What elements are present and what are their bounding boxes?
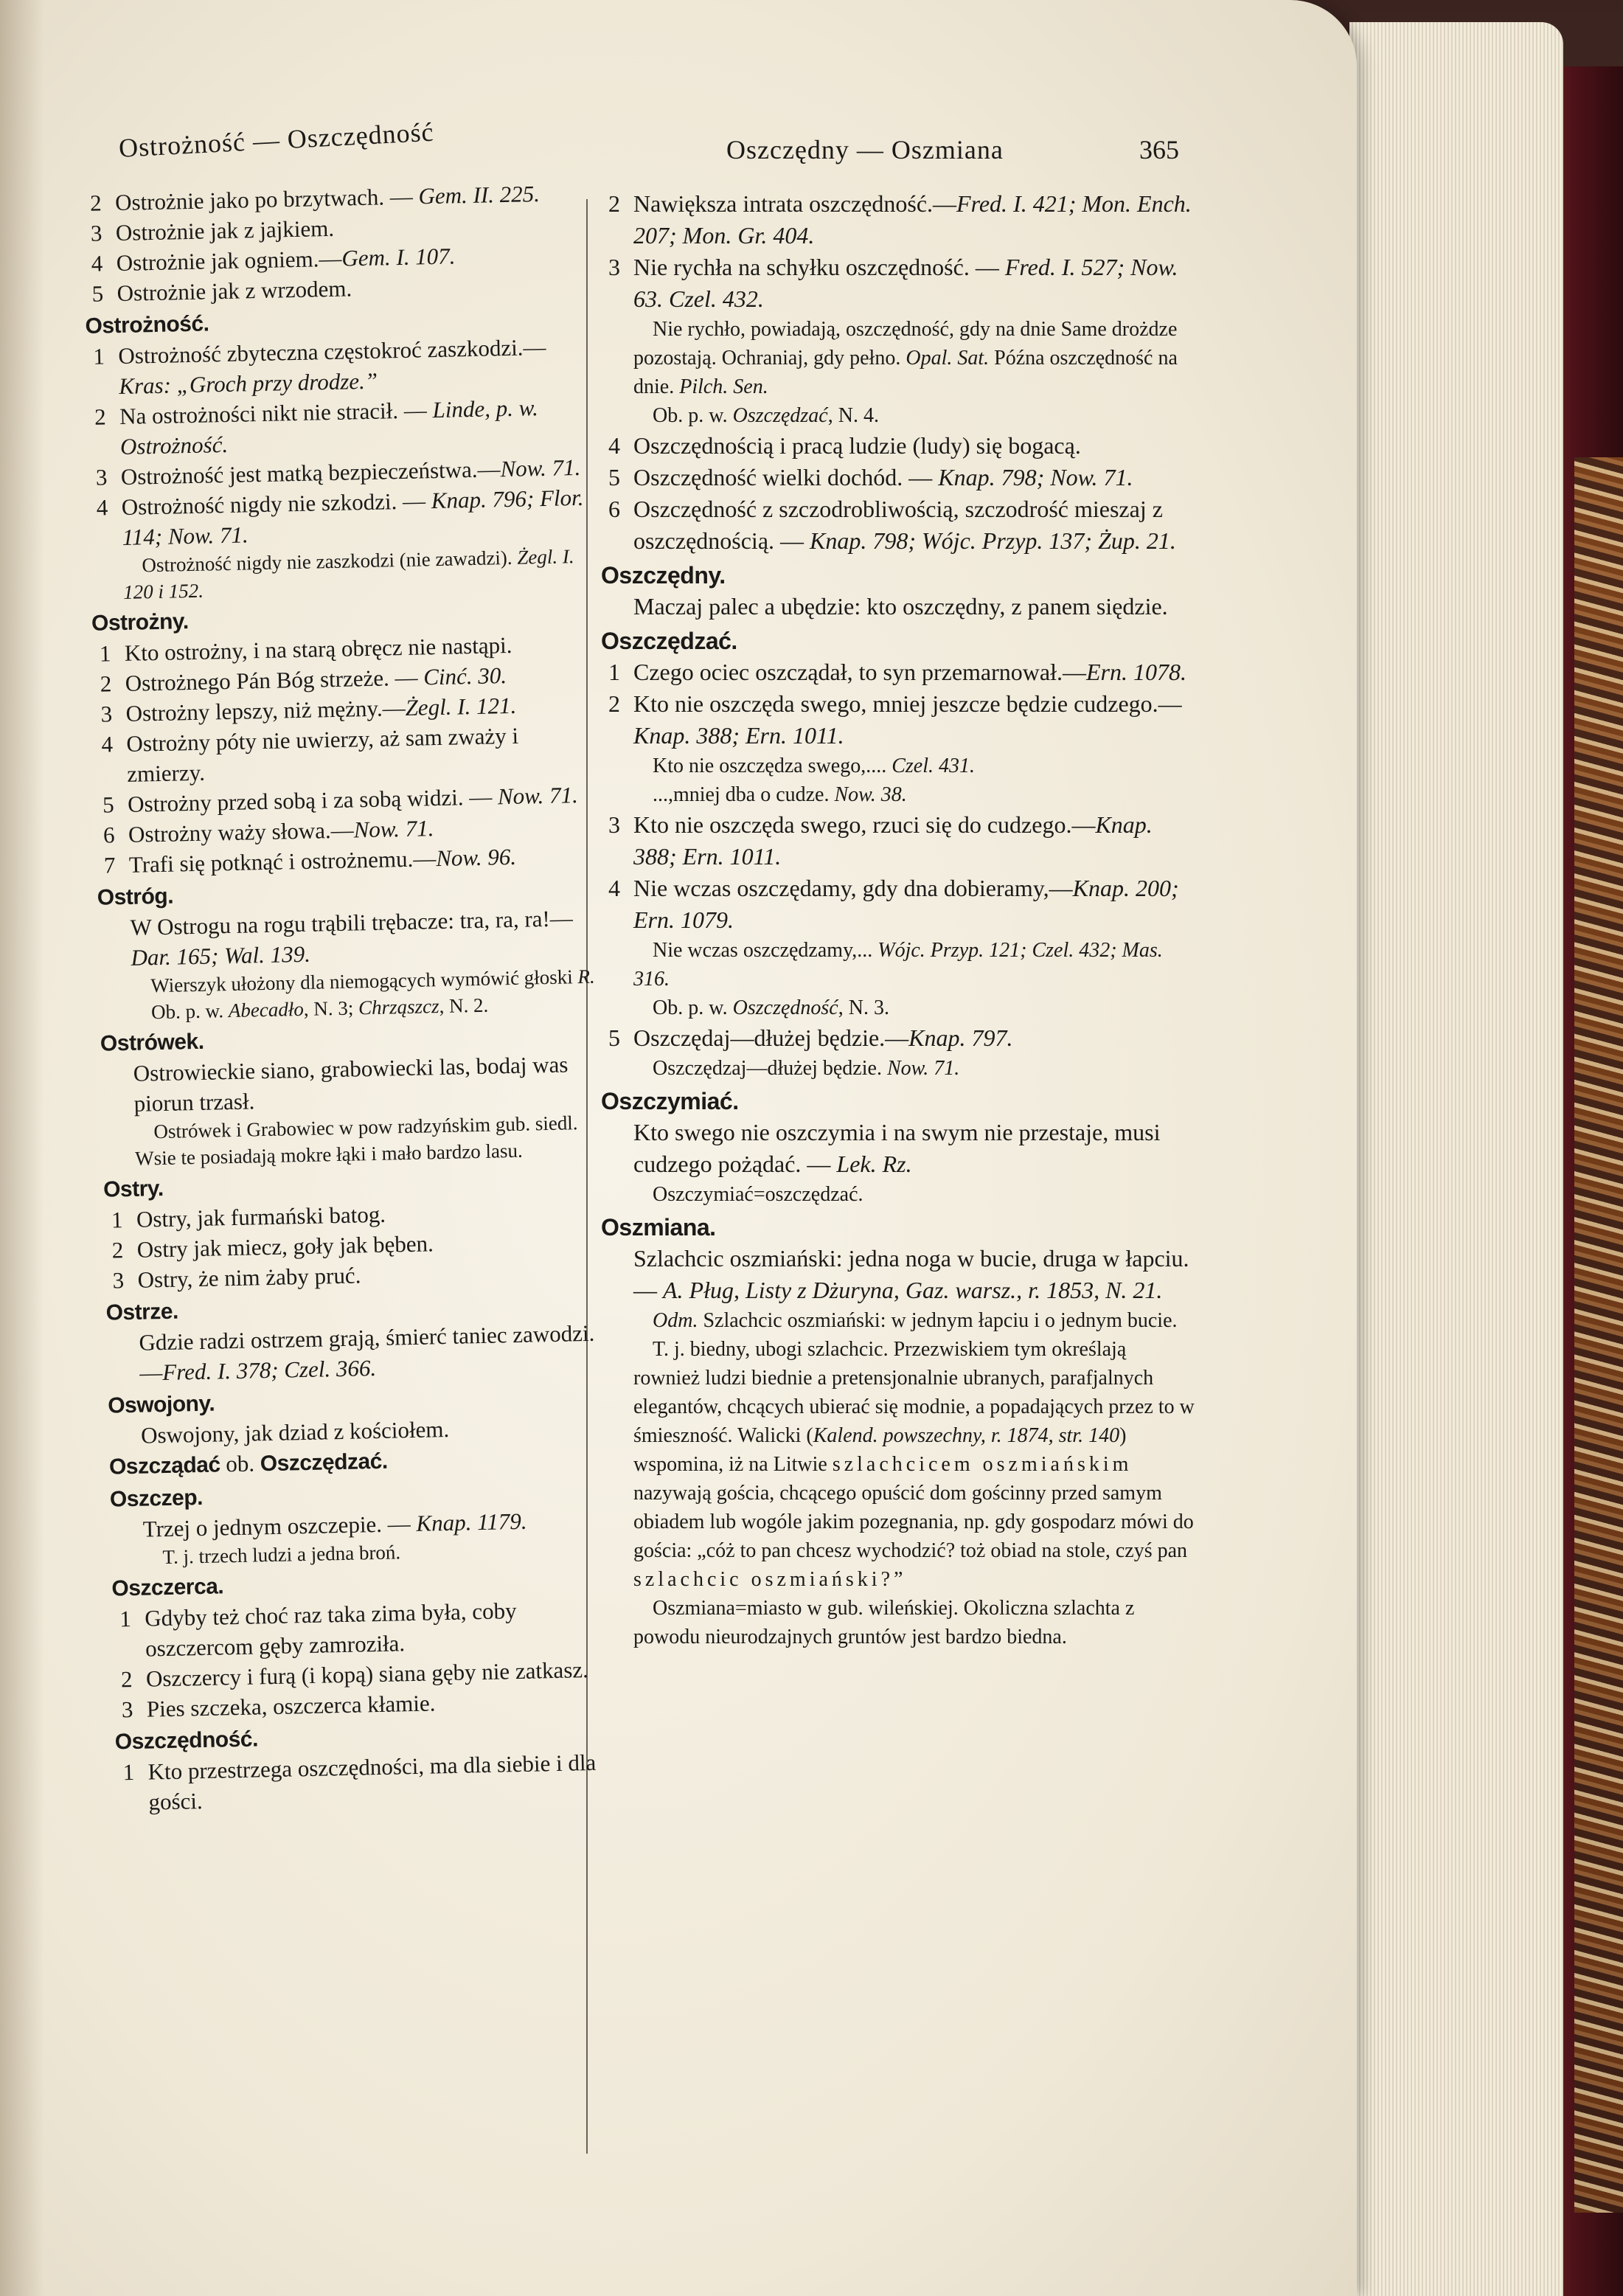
entry-number: 1 xyxy=(111,1207,123,1233)
entry-number: 2 xyxy=(608,690,620,717)
proverb-entry xyxy=(601,1022,1195,1054)
note-text: ) wspomina, iż na Litwie xyxy=(633,1424,1127,1476)
proverb-text: W Ostrogu na rogu trąbili trębacze: tra, ra, ra!— xyxy=(130,905,574,940)
running-head-right: Oszczędny — Oszmiana xyxy=(726,135,1004,164)
entry-number: 3 xyxy=(112,1267,125,1294)
proverb-text: Pies szczeka, oszczerca kłamie. xyxy=(146,1690,436,1722)
source-citation: Lek. Rz. xyxy=(836,1151,912,1177)
proverb-text: Gdyby też choć raz taka zima była, coby oszczercom gęby zamroziła. xyxy=(144,1598,517,1662)
proverb-entry xyxy=(88,482,591,553)
source-citation: Now. 38. xyxy=(834,783,907,806)
source-citation: Fred. I. 527; Now. 63. Czel. 432. xyxy=(633,254,1178,312)
proverb-text: Ostrożność jest matką bezpieczeństwa.— xyxy=(120,456,501,490)
source-citation: Żegl. I. 120 i 152. xyxy=(122,545,574,603)
headword: Ostrożność. xyxy=(85,311,209,339)
entry-number: 6 xyxy=(608,496,620,522)
proverb-text: Ostrożność nigdy nie szkodzi. — xyxy=(121,488,432,520)
headword: Oszmiana. xyxy=(601,1214,716,1241)
page-number: 365 xyxy=(1139,135,1179,164)
proverb-text: Kto swego nie oszczymia i na swym nie przestaje, musi cudzego pożądać. — xyxy=(633,1119,1161,1177)
entry-number: 1 xyxy=(119,1606,132,1632)
note-text: nazywają gościa, chcącego opuścić dom gościnny przed samym obiadem lub wogóle jakim pozegnania, np. gdy gospodarz mówi do gościa: „cóż to pan chcesz wychodzić? toż obiad na stole, czyś pan xyxy=(633,1482,1194,1562)
proverb-text: Nie wczas oszczędamy, gdy dna dobieramy,— xyxy=(633,875,1073,901)
proverb-text: Ostrowieckie siano, grabowiecki las, bodaj was piorun trzasł. xyxy=(133,1051,569,1117)
proverb-text: Oswojony, jak dziad z kościołem. xyxy=(140,1415,450,1449)
entry-number: 3 xyxy=(608,254,620,280)
right-column xyxy=(601,129,1195,1651)
editorial-note xyxy=(601,315,1195,401)
entry-number: 2 xyxy=(608,190,620,217)
entry-number: 5 xyxy=(608,1024,620,1051)
note-text: Wierszyk ułożony dla niemogących wymówić głoski xyxy=(150,965,578,997)
proverb-entry xyxy=(601,252,1195,315)
entry-number: 5 xyxy=(102,791,115,818)
proverb-text: Ostrożnego Pán Bóg strzeże. — xyxy=(125,664,424,696)
headword: Oswojony. xyxy=(107,1391,215,1418)
proverb-text: Maczaj palec a ubędzie: kto oszczędny, z panem siędzie. xyxy=(633,593,1168,620)
entry-number: 1 xyxy=(122,1758,135,1786)
source-citation: Knap. 200; Ern. 1079. xyxy=(633,875,1179,933)
proverb-text: Trafi się potknąć i ostrożnemu.— xyxy=(128,845,437,878)
proverb-text: Oszczędność z szczodrobliwością, szczodrość mieszaj z oszczędnością. — xyxy=(633,496,1163,554)
note-text: Nie wczas oszczędzamy,... xyxy=(653,939,878,962)
note-text: Ostrożność nigdy nie zaszkodzi (nie zawadzi). xyxy=(142,546,518,577)
source-citation: Cinć. 30. xyxy=(423,662,507,690)
proverb-text: Kto ostrożny, i na starą obręcz nie nastąpi. xyxy=(124,631,512,666)
entry-number: 1 xyxy=(93,343,105,370)
headword: Oszczerca. xyxy=(111,1574,224,1601)
page-stack-edge xyxy=(1349,22,1563,2296)
note-text: ” xyxy=(894,1568,903,1591)
ref-text: Ob. p. w. xyxy=(653,404,733,427)
source-citation: Knap. 388; Ern. 1011. xyxy=(633,722,844,749)
spaced-emphasis: szlachcic oszmiański? xyxy=(633,1568,894,1591)
source-citation: Gem. I. 107. xyxy=(341,243,456,271)
proverb-text: Nie rychła na schyłku oszczędność. — xyxy=(633,254,1005,280)
entry-block-ostroznie xyxy=(83,178,586,309)
gutter-shadow xyxy=(0,0,44,2296)
editorial-note xyxy=(601,780,1195,809)
entry-number: 2 xyxy=(100,670,112,697)
entry-number: 5 xyxy=(608,464,620,490)
proverb-text: Ostrożnie jak z wrzodem. xyxy=(117,275,352,307)
ref-text: , N. 4. xyxy=(827,404,879,427)
ref-text: , N. 2. xyxy=(439,993,489,1018)
proverb-text: Czego ociec oszcządał, to syn przemarnował.— xyxy=(633,659,1086,685)
proverb-entry xyxy=(106,1317,609,1388)
editorial-note xyxy=(601,1054,1195,1083)
note-text: Oszczędzaj—dłużej będzie. xyxy=(653,1057,887,1080)
spaced-emphasis: szlachcicem oszmiańskim xyxy=(832,1453,1133,1476)
entry-number: 1 xyxy=(608,659,620,685)
note-text: Późna oszczędność na dnie. xyxy=(633,347,1178,398)
proverb-entry xyxy=(601,493,1195,557)
entry-number: 2 xyxy=(94,403,107,430)
source-citation: Now. 71. xyxy=(497,782,579,810)
proverb-entry xyxy=(86,331,588,402)
source-citation: A. Pług, Listy z Dżuryna, Gaz. warsz., r. 1853, N. 21. xyxy=(663,1277,1163,1303)
entry-number: 3 xyxy=(90,220,102,246)
entry-number: 3 xyxy=(100,701,113,727)
headword: Oszczędny. xyxy=(601,562,726,589)
entry-number: 3 xyxy=(95,464,108,490)
entry-number: 4 xyxy=(101,731,114,757)
cross-reference xyxy=(601,401,1195,430)
ref-target: Chrząszcz xyxy=(358,995,439,1019)
source-citation: Pilch. Sen. xyxy=(679,375,768,398)
note-text: Kto nie oszczędza swego,.... xyxy=(653,755,892,777)
editorial-note: T. j. trzech ludzi a jedna broń. xyxy=(162,1541,401,1569)
editorial-note: Ostrówek i Grabowiec w pow radzyńskim gub. siedl. Wsie te posiadają mokre łąki i mało bardzo lasu. xyxy=(134,1111,578,1170)
proverb-text: Oszczędnością i pracą ludzie (ludy) się bogacą. xyxy=(633,432,1081,459)
note-text: Szlachcic oszmiański: w jednym łapciu i o jednym bucie. xyxy=(698,1309,1178,1332)
source-citation: Dar. 165; Wal. 139. xyxy=(131,940,311,971)
entry-number: 5 xyxy=(91,280,104,307)
proverb-entry xyxy=(601,688,1195,752)
proverb-text: Ostrożny lepszy, niż mężny.— xyxy=(125,694,406,726)
note-text: ...,mniej dba o cudze. xyxy=(653,783,835,806)
proverb-text: Ostrożny waży słowa.— xyxy=(128,816,354,847)
entry-number: 7 xyxy=(103,852,116,878)
source-citation: Ern. 1078. xyxy=(1085,659,1186,685)
source-citation: Now. 71. xyxy=(353,815,434,843)
ref-target: Abecadło xyxy=(228,997,305,1022)
headword: Ostrożny. xyxy=(91,609,189,636)
proverb-text: Ostrożnie jak ogniem.— xyxy=(116,245,342,277)
entry-number: 4 xyxy=(96,494,108,521)
entry-number: 4 xyxy=(608,875,620,901)
proverb-entry xyxy=(115,1747,618,1817)
proverb-text: Ostrożnie jak z jajkiem. xyxy=(115,215,335,246)
source-citation: Knap. 1179. xyxy=(416,1508,527,1536)
ref-target: Oszczędność xyxy=(732,996,838,1019)
source-citation: Kalend. powszechny, r. 1874, str. 140 xyxy=(813,1424,1120,1447)
entry-number: 4 xyxy=(608,432,620,459)
proverb-text: Kto nie oszczęda swego, rzuci się do cudzego.— xyxy=(633,811,1096,838)
proverb-entry xyxy=(601,656,1195,688)
entry-number: 3 xyxy=(121,1696,133,1723)
left-column xyxy=(81,119,618,1818)
proverb-entry xyxy=(601,430,1195,462)
proverb-text: Ostry jak miecz, goły jak bęben. xyxy=(136,1230,434,1263)
entry-number: 3 xyxy=(608,811,620,838)
source-citation: Wójc. Przyp. 121; Czel. 432; Mas. 316. xyxy=(633,939,1163,991)
source-citation: Czel. 431. xyxy=(892,755,975,777)
proverb-entry xyxy=(601,188,1195,252)
proverb-entry xyxy=(601,873,1195,936)
headword: Ostry. xyxy=(102,1176,164,1202)
editorial-note xyxy=(90,543,592,606)
proverb-entry xyxy=(112,1593,615,1664)
proverb-text: Kto nie oszczęda swego, mniej jeszcze będzie cudzego.— xyxy=(633,690,1182,717)
source-citation: Fred. I. 421; Mon. Ench. 207; Mon. Gr. 404. xyxy=(633,190,1192,249)
running-head-left: Ostrożność — Oszczędność xyxy=(118,117,435,163)
source-citation: Now. 71. xyxy=(886,1057,960,1080)
ref-text: , N. 3. xyxy=(838,996,889,1019)
source-citation: Knap. 796; Flor. 114; Now. 71. xyxy=(122,484,584,550)
proverb-entry xyxy=(94,719,597,790)
proverb-text: Nawiększa intrata oszczędność.— xyxy=(633,190,957,217)
editorial-note xyxy=(601,936,1195,993)
ref-target: Oszczędzać. xyxy=(260,1449,389,1477)
source-citation: Linde, p. w. Ostrożność. xyxy=(119,395,539,459)
proverb-text: Ostrożnie jako po brzytwach. — xyxy=(114,183,419,216)
proverb-text: Szlachcic oszmiański: jedna noga w bucie, druga w łapciu. — xyxy=(633,1245,1189,1303)
headword: Oszcządać xyxy=(108,1452,220,1480)
source-citation: Knap. 798; Now. 71. xyxy=(938,464,1133,490)
headword: Ostrówek. xyxy=(100,1029,204,1056)
variant-note xyxy=(601,1306,1195,1335)
source-citation: Fred. I. 378; Czel. 366. xyxy=(161,1354,377,1386)
ref-text: , N. 3; xyxy=(303,996,359,1020)
source-citation: Żegl. I. 121. xyxy=(405,692,517,721)
proverb-text: Oszczercy i furą (i kopą) siana gęby nie zatkasz. xyxy=(145,1657,589,1692)
proverb-text: Gdzie radzi ostrzem grają, śmierć taniec zawodzi.— xyxy=(139,1319,595,1386)
proverb-text: Ostry, że nim żaby pruć. xyxy=(137,1262,361,1293)
proverb-text: Ostrożność zbyteczna częstokroć zaszkodzi.— xyxy=(118,333,546,370)
editorial-note: Oszczymiać=oszczędzać. xyxy=(653,1183,863,1206)
headword: Oszczep. xyxy=(109,1485,204,1512)
source-citation: Opal. Sat. xyxy=(906,347,990,370)
cross-reference xyxy=(601,993,1195,1022)
source-citation: Kras: „Groch przy drodze.” xyxy=(118,367,378,399)
entry-number: 1 xyxy=(99,640,111,667)
note-text: T. j. biedny, ubogi szlachcic. Przezwiskiem tym określają rownież ludzi biednie a pretensjonalnie ubranych, parafjalnych elegantów, chcących ubierać się modnie, a popadających przez to w śmieszność. Walicki ( xyxy=(633,1338,1195,1447)
ref-text: Ob. p. w. xyxy=(150,999,229,1024)
source-citation: Gem. II. 225. xyxy=(418,180,541,209)
variant-label: Odm. xyxy=(653,1309,698,1332)
proverb-text: Na ostrożności nikt nie stracił. — xyxy=(119,397,433,429)
proverb-text: Ostrożny przed sobą i za sobą widzi. — xyxy=(127,783,498,817)
source-citation: Now. 96. xyxy=(435,843,517,872)
entry-number: 4 xyxy=(91,250,103,277)
proverb-entry xyxy=(97,903,600,974)
marbled-fore-edge xyxy=(1574,457,1623,2213)
editorial-note xyxy=(601,752,1195,780)
editorial-note: Oszmiana=miasto w gub. wileńskiej. Okoliczna szlachta z powodu nieurodzajnych gruntów jest bardzo biedna. xyxy=(633,1597,1135,1648)
ref-target: Oszczędzać xyxy=(732,404,828,427)
editorial-note xyxy=(601,1335,1195,1594)
headword: Ostrze. xyxy=(105,1299,179,1325)
ref-text: Ob. p. w. xyxy=(653,996,733,1019)
proverb-entry xyxy=(87,392,590,462)
proverb-text: Kto przestrzega oszczędności, ma dla siebie i dla gości. xyxy=(147,1749,597,1815)
headword: Oszczędność. xyxy=(114,1727,259,1755)
proverb-entry xyxy=(601,809,1195,873)
source-citation: Knap. 797. xyxy=(908,1024,1013,1051)
entry-number: 2 xyxy=(111,1237,124,1263)
headword: Ostróg. xyxy=(97,884,174,910)
headword: Oszczymiać. xyxy=(601,1088,739,1114)
proverb-text: Ostry, jak furmański batog. xyxy=(136,1201,386,1232)
proverb-text: Trzej o jednym oszczepie. — xyxy=(142,1510,417,1542)
source-citation: Knap. 798; Wójc. Przyp. 137; Żup. 21. xyxy=(810,527,1176,554)
headword: Oszczędzać. xyxy=(601,628,737,654)
proverb-entry xyxy=(601,1243,1195,1306)
entry-number: 2 xyxy=(120,1666,133,1693)
source-citation: Knap. 388; Ern. 1011. xyxy=(633,811,1153,870)
proverb-text: Ostrożny póty nie uwierzy, aż sam zważy i zmierzy. xyxy=(126,722,519,787)
proverb-text: Oszczędność wielki dochód. — xyxy=(633,464,939,490)
proverb-entry xyxy=(601,462,1195,493)
proverb-text: Oszczędaj—dłużej będzie.— xyxy=(633,1024,909,1051)
ref-text: ob. xyxy=(220,1450,261,1477)
entry-number: 2 xyxy=(89,190,102,216)
source-citation: R. xyxy=(577,965,596,988)
proverb-entry xyxy=(601,1117,1195,1180)
source-citation: Now. 71. xyxy=(500,454,581,482)
note-text: Nie rychło, powiadają, oszczędność, gdy na dnie Same drożdze pozostają. Ochraniaj, gdy pełno. xyxy=(633,318,1178,370)
entry-number: 6 xyxy=(102,822,115,848)
